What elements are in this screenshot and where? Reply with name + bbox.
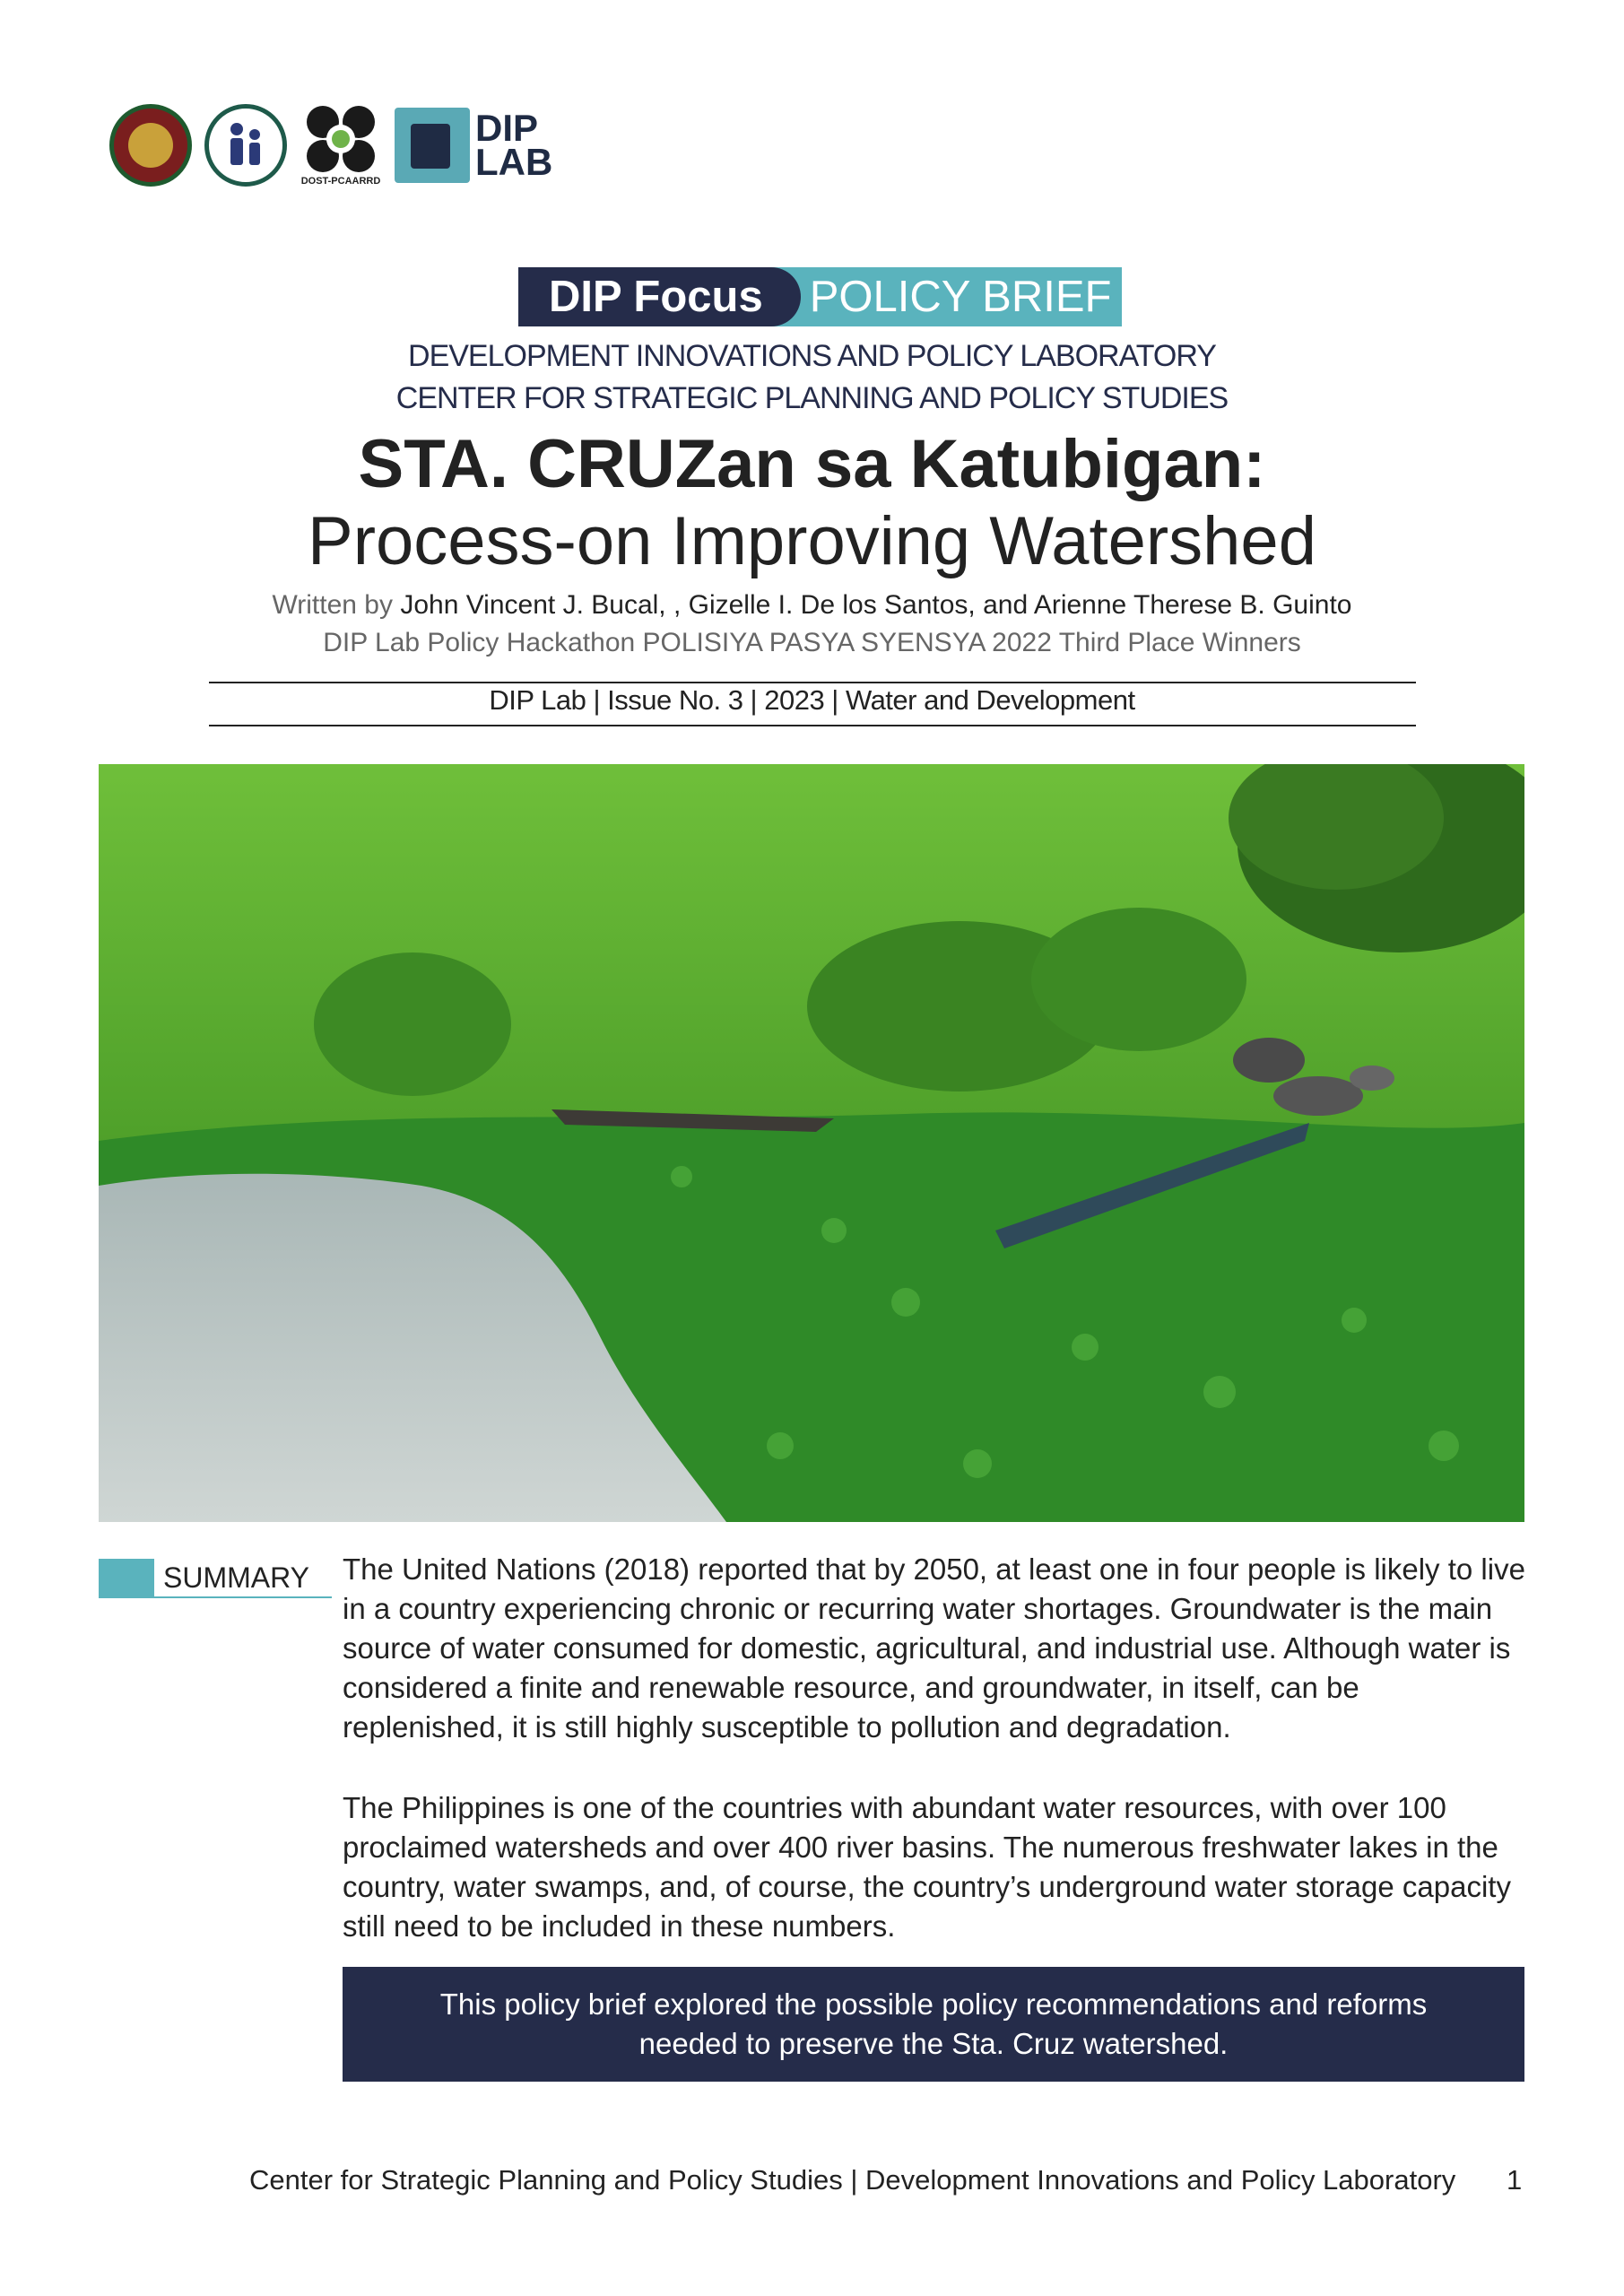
top-rule (209, 682, 1416, 683)
dip-focus-label: DIP Focus (518, 267, 801, 326)
family-icon (204, 104, 287, 187)
byline (0, 590, 1624, 621)
dip-lab-logo (395, 108, 552, 183)
page-number: 1 (1507, 2164, 1523, 2196)
hackathon-note: DIP Lab Policy Hackathon POLISIYA PASYA SYENSYA 2022 Third Place Winners (323, 628, 1301, 657)
page-title: STA. CRUZan sa Katubigan: (358, 426, 1266, 502)
page-subtitle: Process-on Improving Watershed (308, 503, 1316, 579)
lab-logo-text: LAB (475, 141, 553, 183)
byline-authors: John Vincent J. Bucal, , Gizelle I. De los Santos, and Arienne Therese B. Guinto (400, 590, 1352, 620)
summary-paragraph-1: The United Nations (2018) reported that by 2050, at least one in four people is likely to live in a country experiencing chronic or recurring water shortages. Groundwater is the main source of water consumed for domestic, agricultural, and industrial use. Although water is considered a finite and renewable resource, and groundwater, in itself, can be replenished, it is still highly susceptible to pollution and degradation. (343, 1552, 1525, 1744)
callout-text: This policy brief explored the possible policy recommendations and reforms needed to preserve the Sta. Cruz watershed. (439, 1987, 1428, 2060)
dost-caption: DOST-PCAARRD (300, 176, 381, 187)
summary-tag (99, 1559, 332, 1596)
summary-label: SUMMARY (163, 1561, 309, 1594)
callout-box (343, 1967, 1524, 2082)
byline-prefix: Written by (272, 590, 393, 620)
org-line-1: DEVELOPMENT INNOVATIONS AND POLICY LABORATORY (408, 339, 1216, 373)
issue-line: DIP Lab | Issue No. 3 | 2023 | Water and Development (489, 684, 1135, 716)
logo-row (109, 100, 552, 190)
summary-paragraph-2: The Philippines is one of the countries with abundant water resources, with over 100 proclaimed watersheds and over 400 river basins. The numerous freshwater lakes in the country, water swamps, and, of course, the country’s underground water storage capacity still need to be included in these numbers. (343, 1791, 1511, 1943)
lightbulb-icon (395, 108, 470, 183)
org-line-2: CENTER FOR STRATEGIC PLANNING AND POLICY STUDIES (395, 381, 1229, 415)
up-seal-logo (109, 104, 192, 187)
footer-text: Center for Strategic Planning and Policy Studies | Development Innovations and Policy Laboratory (249, 2164, 1456, 2196)
watershed-photo (99, 764, 1524, 1522)
dost-pcaarrd-logo (300, 104, 382, 187)
summary-underline (99, 1596, 332, 1598)
bottom-rule (209, 725, 1416, 726)
dip-logo-text: DIP (475, 107, 539, 149)
summary-marker (99, 1559, 154, 1596)
policy-brief-label: POLICY BRIEF (770, 267, 1123, 326)
brief-type-band (518, 267, 1122, 326)
